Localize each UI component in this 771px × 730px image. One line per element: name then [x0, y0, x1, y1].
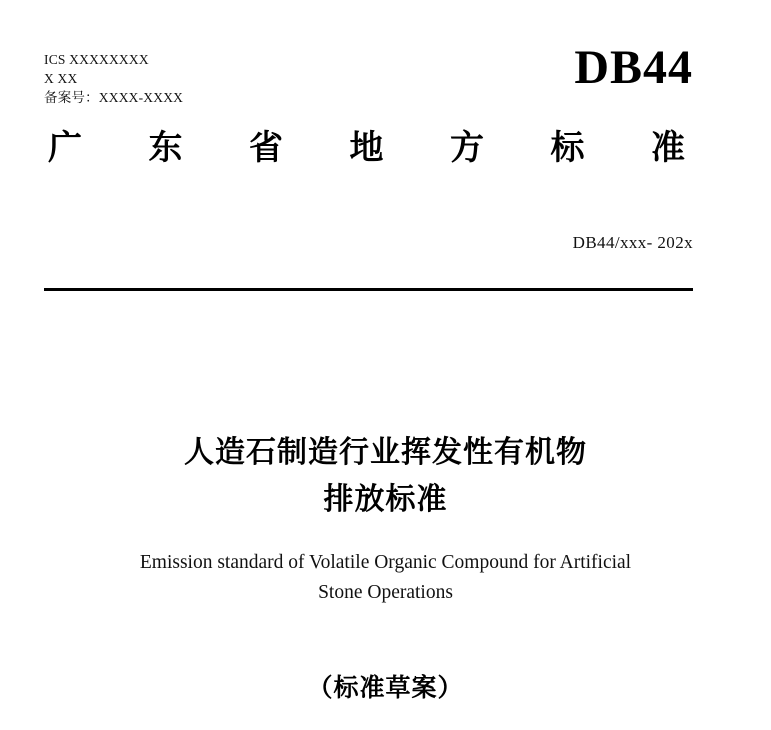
document-title-cn [0, 430, 771, 523]
standard-type-char-2: 东 [148, 128, 183, 168]
standard-type-char-7: 准 [651, 128, 685, 168]
standard-type-char-4: 地 [349, 128, 384, 168]
document-title-cn-line-2: 排放标准 [323, 481, 448, 517]
meta-line-record-number: 备案号：XXXX-XXXX [44, 90, 184, 105]
standard-type-title [44, 130, 707, 167]
meta-line-classification: X XX [44, 71, 78, 86]
document-title-en-line-2: Stone Operations [318, 582, 453, 604]
document-title-en-line-1: Emission standard of Volatile Organic Compound for Artificial [139, 552, 632, 573]
meta-line-ics: ICS XXXXXXXX [44, 52, 149, 67]
draft-status-note: （标准草案） [307, 673, 464, 702]
document-title-cn-line-1: 人造石制造行业挥发性有机物 [184, 435, 587, 470]
standard-meta-block [44, 50, 183, 107]
cover-header [44, 41, 727, 184]
header-divider-rule [44, 288, 693, 291]
db-designation-mark: DB44 [574, 41, 693, 94]
standard-type-char-5: 方 [450, 128, 484, 168]
standard-type-char-1: 广 [48, 128, 82, 168]
standard-type-char-3: 省 [249, 128, 283, 168]
standard-code: DB44/xxx- 202x [572, 233, 693, 252]
document-title-en [90, 548, 681, 608]
standard-type-char-6: 标 [550, 128, 585, 168]
